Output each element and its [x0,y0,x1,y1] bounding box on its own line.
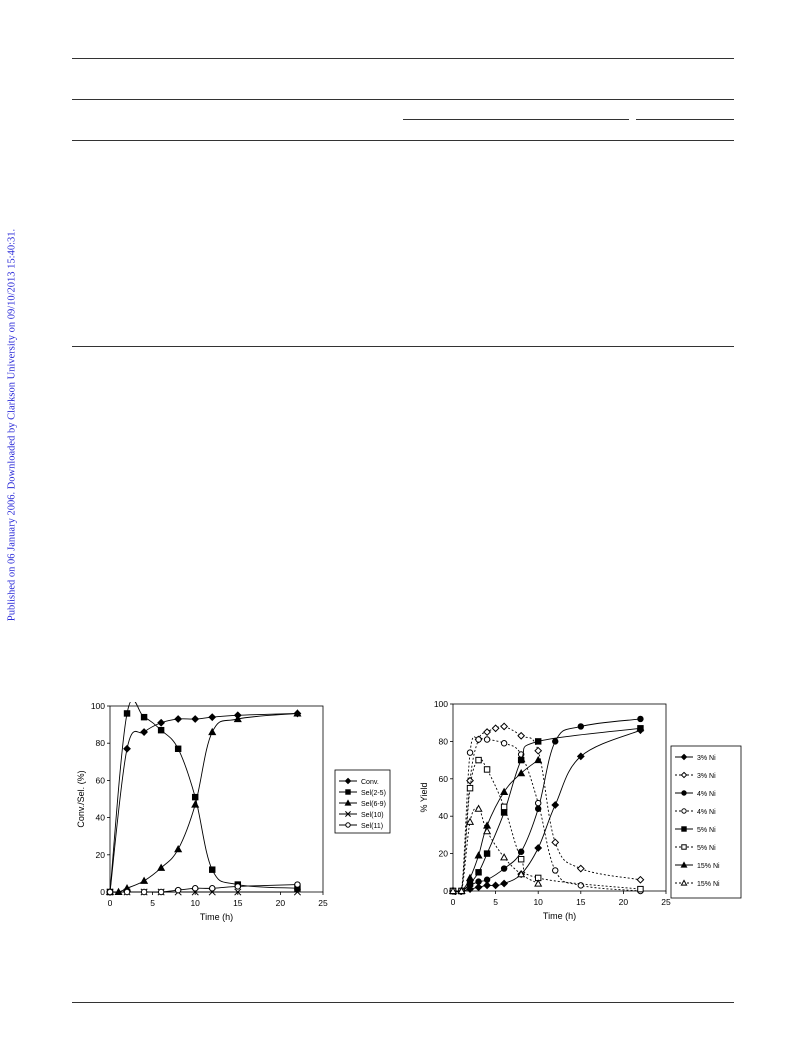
y-tick-label: 0 [100,887,105,897]
data-point [578,724,583,729]
series-line [110,713,297,892]
x-tick-label: 5 [150,898,155,908]
x-axis-label: Time (h) [542,911,577,921]
data-point [467,819,473,825]
y-tick-label: 100 [433,699,448,709]
data-point [518,856,523,861]
data-point [501,804,506,809]
legend-marker [346,790,350,794]
data-point [210,867,215,872]
series-4-ni-solid [450,716,643,893]
y-tick-label: 60 [438,773,448,784]
legend [671,746,741,898]
data-point [141,714,146,719]
data-point [501,854,507,860]
legend-label: Sel(10) [361,811,384,819]
y-tick-label: 40 [438,811,448,822]
data-point [535,845,541,851]
series-sel-2-5-solid [107,700,300,895]
table-subrule-right [636,119,734,120]
y-tick-label: 0 [443,886,448,896]
data-point [552,802,558,808]
legend-marker [346,823,350,827]
data-point [467,785,472,790]
data-point [209,729,215,735]
legend-label: 5% Ni [697,844,716,852]
data-point [209,714,215,720]
y-tick-label: 20 [95,849,105,860]
table-rule-2 [72,140,734,141]
data-point [637,877,643,883]
legend-label: Sel(2-5) [361,789,386,797]
series-line [110,713,297,892]
x-tick-label: 15 [576,897,586,907]
series-conv-solid [107,710,301,895]
data-point [552,839,558,845]
figure-yield-vs-time [405,690,750,935]
series-line [110,700,297,892]
data-point [158,889,163,894]
data-point [484,729,490,735]
data-point [192,886,197,891]
data-point [484,882,490,888]
data-point [175,746,180,751]
x-tick-label: 20 [618,897,629,907]
series-line [453,719,640,891]
legend-label: 4% Ni [697,790,716,798]
data-point [192,716,198,722]
y-tick-label: 40 [95,812,105,823]
data-point [476,737,481,742]
data-point [492,882,498,888]
legend-label: 3% Ni [697,772,716,780]
legend-label: 5% Ni [697,826,716,834]
y-axis-label: % Yield [419,782,429,813]
data-point [578,865,584,871]
y-tick-label: 100 [90,701,105,711]
data-point [476,879,481,884]
data-point [175,716,181,722]
data-point [501,866,506,871]
data-point [501,741,506,746]
data-point [535,748,541,754]
data-point [475,852,481,858]
legend-marker [682,827,686,831]
legend-label: 15% Ni [697,880,720,888]
y-tick-label: 80 [95,738,105,749]
table-subrule-left [403,119,629,120]
legend-label: Sel(6-9) [361,800,386,808]
data-point [158,727,163,732]
data-point [141,878,147,884]
series-line [453,759,640,899]
data-point [484,851,489,856]
data-point [210,886,215,891]
data-point [175,887,180,892]
download-stamp [2,230,22,620]
legend [335,770,390,833]
table-rule-bottom [72,346,734,347]
y-tick-label: 60 [95,775,105,786]
data-point [484,877,489,882]
data-point [484,737,489,742]
y-tick-label: 80 [438,736,448,747]
legend-label: 15% Ni [697,862,720,870]
legend-label: 3% Ni [697,754,716,762]
data-point [192,801,198,807]
data-point [553,739,558,744]
legend-box [671,746,741,898]
data-point [475,884,481,890]
x-tick-label: 0 [450,897,456,907]
figure-conversion-selectivity [60,690,400,935]
data-point [124,889,129,894]
x-tick-label: 0 [107,898,113,908]
data-point [141,889,146,894]
data-point [467,875,473,881]
plot-area [110,706,323,892]
data-point [484,767,489,772]
data-point [158,720,164,726]
data-point [638,886,643,891]
data-point [535,739,540,744]
legend-marker [682,809,686,813]
data-point [124,746,130,752]
data-point [501,723,507,729]
data-point [501,880,507,886]
series-line [110,885,297,893]
data-point [518,757,523,762]
data-point [107,889,112,894]
legend-marker [682,791,686,795]
legend-label: Conv. [361,778,379,786]
table-rule-1 [72,99,734,100]
series-sel-11-solid [107,882,300,895]
data-point [501,810,506,815]
series-sel-6-9-solid [107,710,301,894]
header-rule-top [72,58,734,59]
x-tick-label: 10 [190,898,200,908]
data-point [467,750,472,755]
legend-label: 4% Ni [697,808,716,816]
data-point [518,733,524,739]
y-axis-label: Conv./Sel. (%) [76,770,86,828]
x-tick-label: 25 [661,897,671,907]
data-point [235,884,240,889]
y-tick-label: 20 [438,848,448,859]
data-point [295,882,300,887]
legend-label: Sel(11) [361,822,384,830]
series-5-ni-dashed [450,757,643,899]
data-point [476,757,481,762]
x-tick-label: 10 [533,897,543,907]
x-tick-label: 15 [233,898,243,908]
data-point [141,729,147,735]
data-point [175,846,181,852]
data-point [638,716,643,721]
x-tick-label: 20 [275,898,286,908]
download-stamp-text: Published on 06 January 2006. Downloaded by Clarkson University on 09/10/2013 15:40:31. [6,228,18,622]
x-tick-label: 5 [493,897,498,907]
x-axis-label: Time (h) [199,912,234,922]
data-point [553,868,558,873]
x-tick-label: 25 [318,898,328,908]
data-point [535,800,540,805]
data-point [476,870,481,875]
footer-rule [72,1002,734,1003]
data-point [124,711,129,716]
data-point [492,725,498,731]
data-point [535,880,541,886]
data-point [501,789,507,795]
legend-marker [682,845,686,849]
data-point [638,726,643,731]
